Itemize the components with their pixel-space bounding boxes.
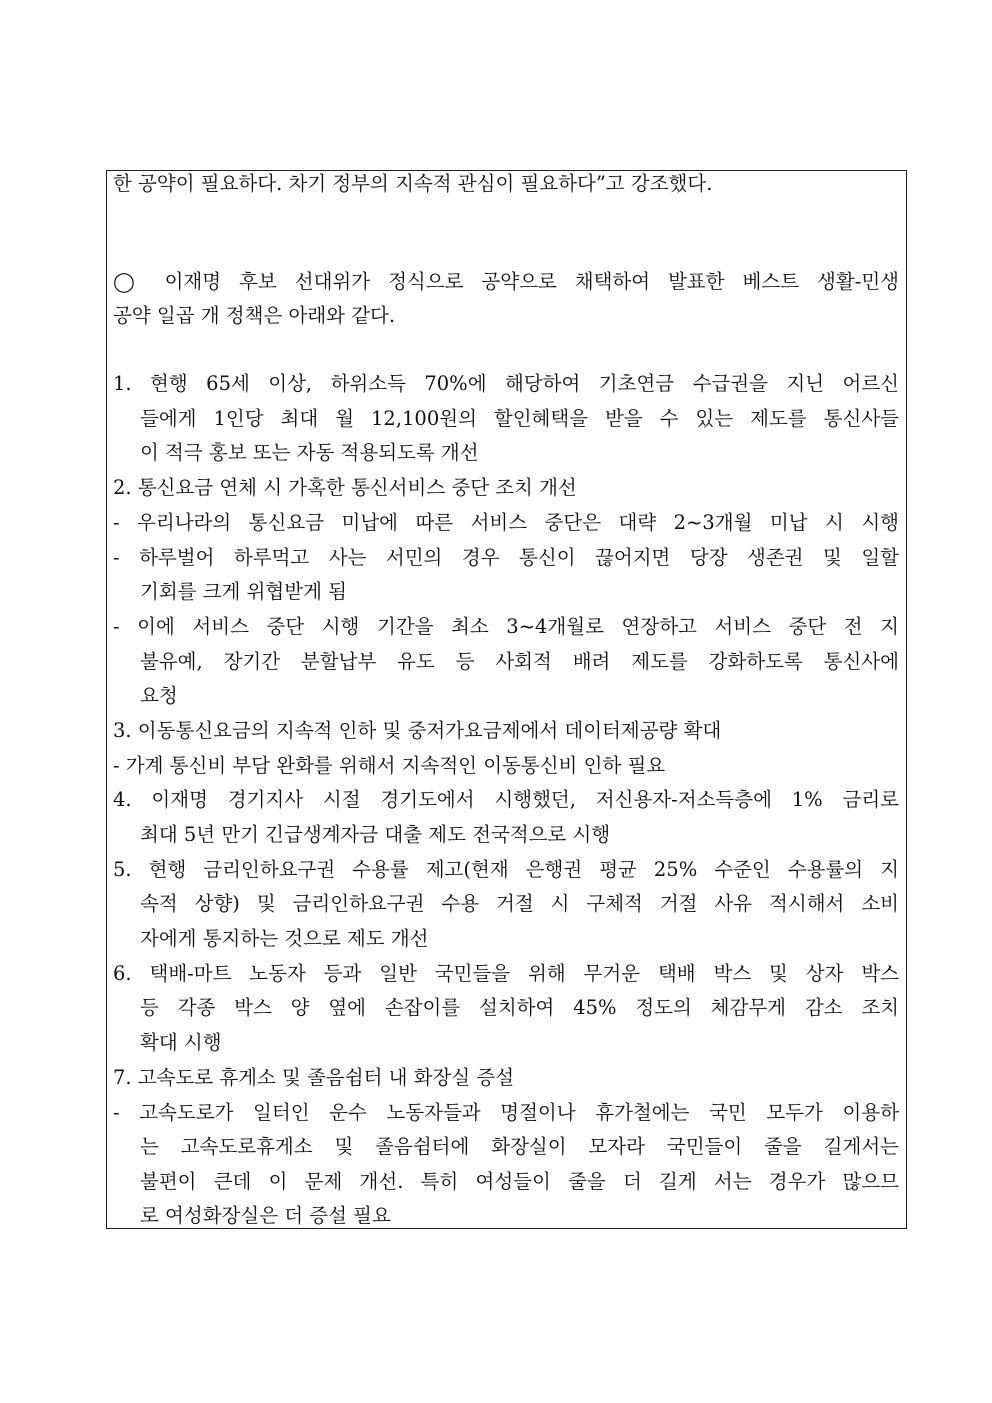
- list-item-5-cont: 속적 상향) 및 금리인하요구권 수용 거절 시 구체적 거절 사유 적시해서 소비: [140, 892, 899, 915]
- list-item-1-cont: 들에게 1인당 최대 월 12,100원의 할인혜택을 받을 수 있는 제도를 통신사들: [140, 407, 899, 430]
- list-item-6-cont: 확대 시행: [140, 1031, 222, 1054]
- bullet-item: - 고속도로가 일터인 운수 노동자들과 명절이나 휴가철에는 국민 모두가 이용하: [113, 1101, 899, 1124]
- bullet-item-cont: 기회를 크게 위협받게 됨: [140, 580, 347, 603]
- bullet-item-cont: 불유예, 장기간 분할납부 유도 등 사회적 배려 제도를 강화하도록 통신사에: [140, 650, 899, 673]
- section-intro-line: 공약 일곱 개 정책은 아래와 같다.: [113, 304, 396, 327]
- bullet-item: - 우리나라의 통신요금 미납에 따른 서비스 중단은 대략 2~3개월 미납 시 시행: [113, 511, 899, 534]
- list-item-6-cont: 등 각종 박스 양 옆에 손잡이를 설치하여 45% 정도의 체감무게 감소 조치: [140, 996, 899, 1019]
- bullet-item-cont: 는 고속도로휴게소 및 졸음쉼터에 화장실이 모자라 국민들이 줄을 길게서는: [140, 1135, 899, 1158]
- list-item-4: 4. 이재명 경기지사 시절 경기도에서 시행했던, 저신용자-저소득층에 1% 금리로: [113, 788, 899, 811]
- bullet-item-cont: 로 여성화장실은 더 증설 필요: [140, 1204, 391, 1227]
- list-item-5: 5. 현행 금리인하요구권 수용률 제고(현재 은행권 평균 25% 수준인 수용률의 지: [113, 858, 899, 881]
- list-item-7: 7. 고속도로 휴게소 및 졸음쉼터 내 화장실 증설: [113, 1066, 515, 1089]
- text-line: 한 공약이 필요하다. 차기 정부의 지속적 관심이 필요하다”고 강조했다.: [113, 172, 713, 195]
- bullet-item: - 가계 통신비 부담 완화를 위해서 지속적인 이동통신비 인하 필요: [113, 754, 666, 777]
- list-item-5-cont: 자에게 통지하는 것으로 제도 개선: [140, 927, 429, 950]
- list-item-1: 1. 현행 65세 이상, 하위소득 70%에 해당하여 기초연금 수급권을 지닌 어르신: [113, 372, 899, 395]
- bullet-item: - 하루벌어 하루먹고 사는 서민의 경우 통신이 끊어지면 당장 생존권 및 일할: [113, 546, 899, 569]
- bullet-item-cont: 불편이 큰데 이 문제 개선. 특히 여성들이 줄을 더 길게 서는 경우가 많으므: [140, 1170, 899, 1193]
- section-intro-line: ◯ 이재명 후보 선대위가 정식으로 공약으로 채택하여 발표한 베스트 생활-민생: [113, 270, 899, 293]
- list-item-2: 2. 통신요금 연체 시 가혹한 통신서비스 중단 조치 개선: [113, 476, 577, 499]
- list-item-4-cont: 최대 5년 만기 긴급생계자금 대출 제도 전국적으로 시행: [140, 823, 611, 846]
- bullet-item-cont: 요청: [140, 684, 178, 707]
- list-item-6: 6. 택배-마트 노동자 등과 일반 국민들을 위해 무거운 택배 박스 및 상자 박스: [113, 962, 899, 985]
- list-item-1-cont: 이 적극 홍보 또는 자동 적용되도록 개선: [140, 441, 479, 464]
- list-item-3: 3. 이동통신요금의 지속적 인하 및 중저가요금제에서 데이터제공량 확대: [113, 719, 722, 742]
- bullet-item: - 이에 서비스 중단 시행 기간을 최소 3~4개월로 연장하고 서비스 중단 전 지: [113, 615, 899, 638]
